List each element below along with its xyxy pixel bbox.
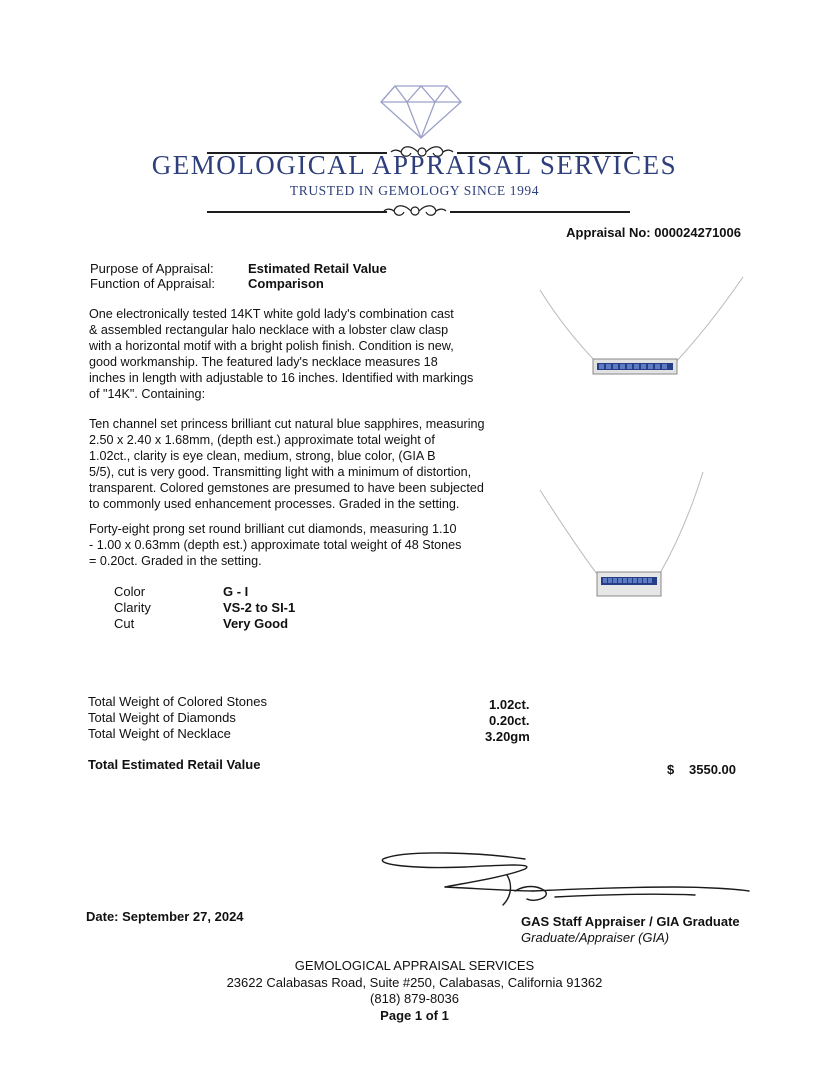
diamond-icon xyxy=(379,84,463,140)
function-value: Comparison xyxy=(248,276,324,291)
retail-value-label: Total Estimated Retail Value xyxy=(88,757,261,772)
appraiser-title: GAS Staff Appraiser / GIA Graduate xyxy=(521,914,740,929)
retail-currency: $ xyxy=(667,762,675,777)
total-colored-label: Total Weight of Colored Stones xyxy=(88,694,267,709)
necklace-photo-bottom xyxy=(535,470,710,605)
company-name: GEMOLOGICAL APPRAISAL SERVICES xyxy=(151,150,678,180)
total-diamonds-value: 0.20ct. xyxy=(489,713,530,728)
logo-rule-bottom-right xyxy=(450,211,630,213)
footer-address: 23622 Calabasas Road, Suite #250, Calabasas, California 91362 xyxy=(226,975,603,990)
total-necklace-value: 3.20gm xyxy=(485,729,530,744)
grade-color-value: G - I xyxy=(223,584,249,599)
footer-company: GEMOLOGICAL APPRAISAL SERVICES xyxy=(294,958,535,973)
grade-clarity-value: VS-2 to SI-1 xyxy=(223,600,296,615)
sapphire-description: Ten channel set princess brilliant cut natural blue sapphires, measuring 2.50 x 2.40 x 1.68mm, (depth est.) approximate total weight of 1.02ct., clarity is eye clean, medium, strong, blue color, (GIA B 5/5), cut is very good. Transmitting light with a minimum of distortion, transparent. Colored gemstones are presumed to have been subjected to commonly used enhancement processes. Graded in the setting. xyxy=(89,417,485,511)
retail-amount: 3550.00 xyxy=(689,762,736,777)
grade-cut-label: Cut xyxy=(114,616,135,631)
purpose-label: Purpose of Appraisal: xyxy=(90,261,214,276)
purpose-value: Estimated Retail Value xyxy=(248,261,387,276)
appraisal-date: Date: September 27, 2024 xyxy=(86,909,244,924)
appraiser-subtitle: Graduate/Appraiser (GIA) xyxy=(521,930,670,945)
appraisal-number: Appraisal No: 000024271006 xyxy=(566,225,741,240)
logo-rule-bottom-left xyxy=(207,211,387,213)
total-diamonds-label: Total Weight of Diamonds xyxy=(88,710,236,725)
ornament-bottom-icon xyxy=(380,202,450,220)
necklace-photo-top xyxy=(535,275,750,385)
appraiser-signature xyxy=(375,845,755,915)
company-tagline: TRUSTED IN GEMOLOGY SINCE 1994 xyxy=(289,183,540,198)
grade-cut-value: Very Good xyxy=(223,616,289,631)
item-description: One electronically tested 14KT white gold lady's combination cast & assembled rectangular halo necklace with a lobster claw clasp with a horizontal motif with a bright polish finish. Condition is new, good workmanship. The featured lady's necklace measures 18 inches in length with adjustable to 16 inches. Identified with markings of "14K". Containing: xyxy=(89,307,474,401)
page-number: Page 1 of 1 xyxy=(380,1008,449,1023)
grade-color-label: Color xyxy=(114,584,146,599)
diamond-description: Forty-eight prong set round brilliant cut diamonds, measuring 1.10 - 1.00 x 0.63mm (depth est.) approximate total weight of 48 Stones = 0.20ct. Graded in the setting. xyxy=(89,522,462,568)
function-label: Function of Appraisal: xyxy=(90,276,216,291)
total-colored-value: 1.02ct. xyxy=(489,697,530,712)
footer-phone: (818) 879-8036 xyxy=(370,991,459,1006)
total-necklace-label: Total Weight of Necklace xyxy=(88,726,231,741)
grade-clarity-label: Clarity xyxy=(114,600,151,615)
